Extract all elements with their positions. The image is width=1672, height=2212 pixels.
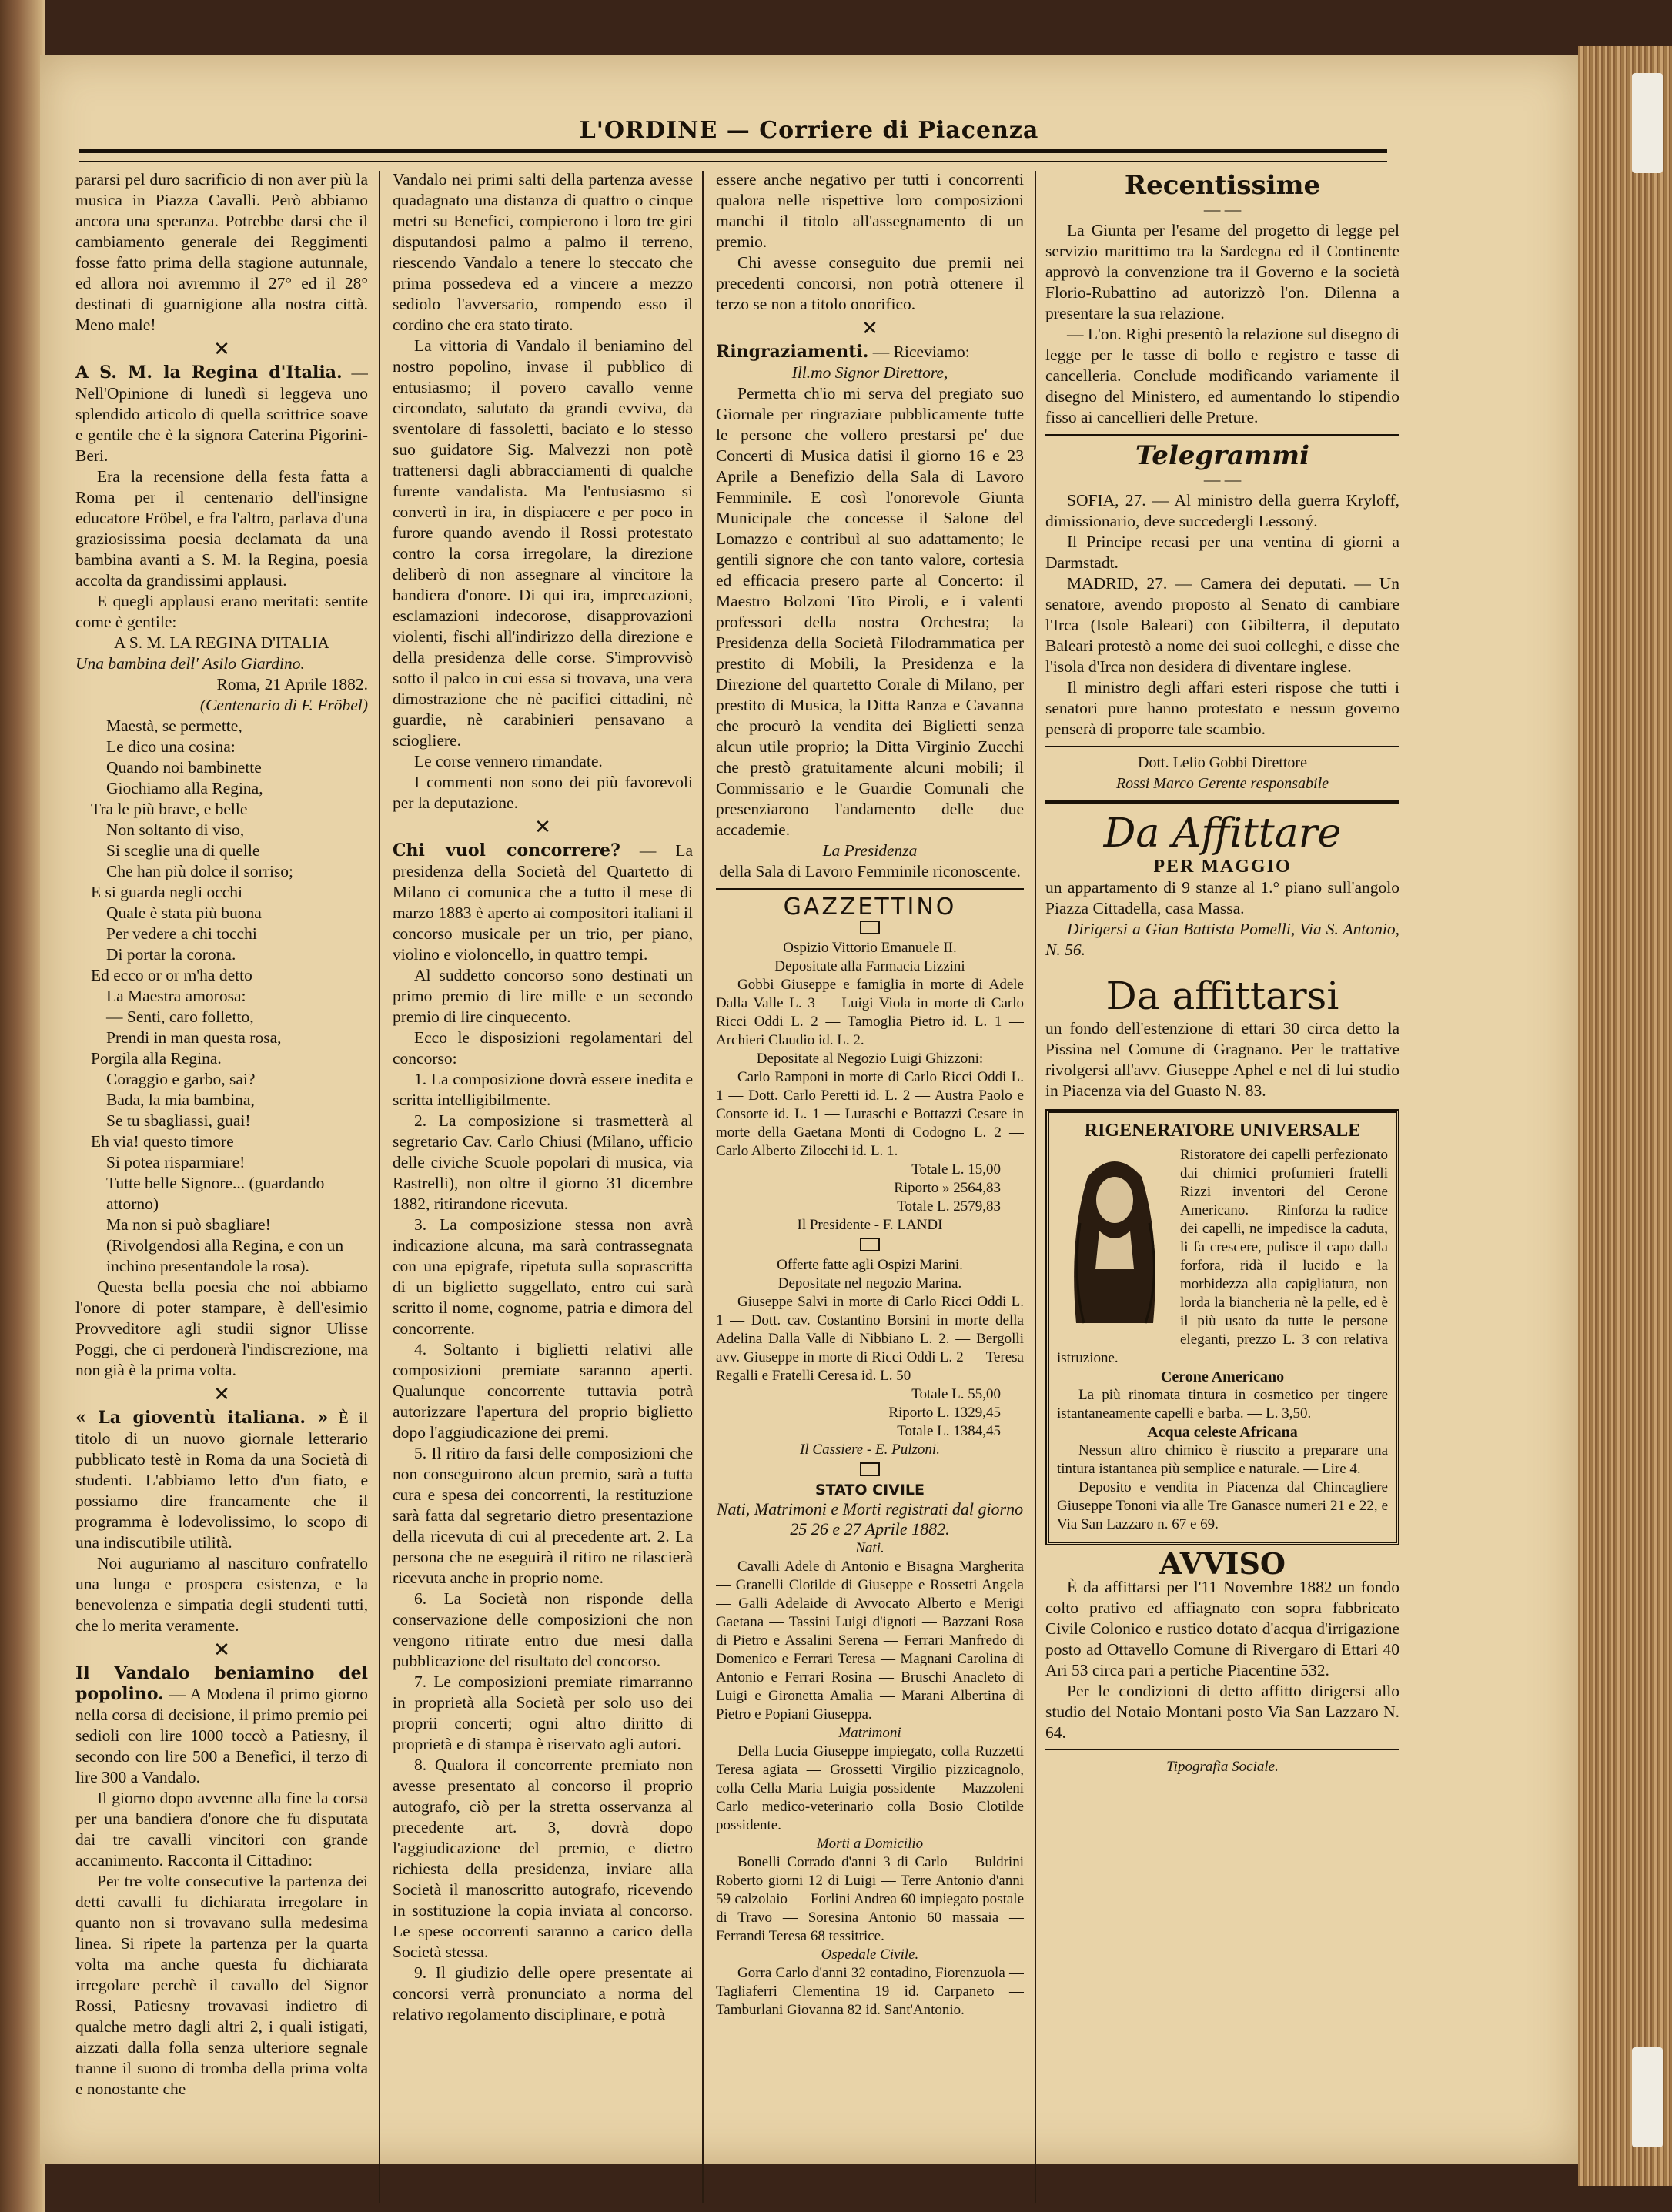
article-text: Per tre volte consecutive la partenza dei detti cavalli fu dichiarata irregolare in quanto non si trovavano sulla medesima linea. Si ripete la partenza per la quarta volta ma anche questa fu dichiarata irregolare perchè il cavallo del Signor Rossi, Patiesny trovavasi indietro di qualche metro dagli altri 2, i quali istigati, aizzati dalla folla senza ulteriore segnale tranne il suono di tromba della prima volta e nonostante che <box>75 1872 368 2098</box>
gazzettino-signature: Il Presidente - F. LANDI <box>797 1217 943 1233</box>
column-4 <box>1045 169 1399 2170</box>
article-text: Al suddetto concorso sono destinati un primo premio di lire mille e un secondo premio di lire cinquecento. <box>393 966 693 1026</box>
rule-item: 7. Le composizioni premiate rimarranno in proprietà alla Società per solo uso dei proprii concerti; ogni altro diritto di proprietà e di stampa è riservato agli autori. <box>393 1672 693 1753</box>
rule-item: 8. Qualora il concorrente premiato non avesse presentato al concorso il proprio autografo, ciò per la stretta osservanza al precedente art. 3, dovrà dopo l'aggiudicazione del premio, e dietro richiesta della presidenza, inviare alla Società il manoscritto autografo, ricevendo in sostituzione la copia inviata al concorso. Le spese occorrenti saranno a carico della Società stessa. <box>393 1756 693 1961</box>
article-text: — Nell'Opinione di lunedì si leggeva uno splendido articolo di quella scrittrice soave e gentile che è la signora Caterina Pigorini-Beri. <box>75 363 368 465</box>
verse: Non soltanto di viso, <box>106 820 245 839</box>
subsection-title: Nati. <box>855 1540 884 1556</box>
printer-line: Tipografia Sociale. <box>1166 1759 1279 1775</box>
rule-item: 9. Il giudizio delle opere presentate ai concorsi verrà pronunciato a norma del relativo regolamento disciplinare, e potrà <box>393 1963 693 2023</box>
civil-records: Della Lucia Giuseppe impiegato, colla Ruzzetti Teresa agiata — Grossetti Virgilio pizzicagnolo, colla Cella Maria Luigia possidente — Mazzoleni Carlo medico-veterinario colla Bosio Clotilde possidente. <box>716 1743 1024 1833</box>
total: Totale L. 1384,45 <box>897 1423 1001 1439</box>
poem <box>75 716 368 1277</box>
article-heading: Il Vandalo beniamino del popolino. <box>75 1663 368 1704</box>
article-text: Le corse vennero rimandate. <box>414 752 603 770</box>
rule-item: 5. Il ritiro da farsi delle composizioni che non conseguirono alcun premio, sarà a tutta cura e spesa dei concorrenti, la restituzione sarà fatta dal segretario dietro presentazione della ricevuta di cui al precedente art. 2. La persona che ne eseguirà il ritiro ne rilascierà ricevuta anche in proprio nome. <box>393 1444 693 1587</box>
gazzettino-text: Giuseppe Salvi in morte di Carlo Ricci Oddi L. 1 — Dott. cav. Costantino Borsini in morte della Adelina Dalla Valle di Nibbiano L. 2. — Bergolli avv. Giuseppe in morte di Ricci Oddi L. 2 — Teresa Regalli e Fratelli Ceresa id. L. 50 <box>716 1294 1024 1384</box>
ad-box-rigeneratore <box>1045 1109 1399 1545</box>
gazzettino-heading: Ospizio Vittorio Emanuele II. <box>783 940 957 956</box>
divider <box>1045 800 1399 804</box>
news-text: Il Principe recasi per una ventina di giorni a Darmstadt. <box>1045 533 1399 572</box>
news-text: Il ministro degli affari esteri rispose che tutti i senatori pure hanno protestato e nessun governo penserà di proporre tale scambio. <box>1045 678 1399 738</box>
poem-subtitle: Una bambina dell' Asilo Giardino. <box>75 654 305 673</box>
section-title: STATO CIVILE <box>815 1482 925 1499</box>
ad-subtitle: PER MAGGIO <box>1153 857 1292 877</box>
verse: Porgila alla Regina. <box>91 1049 222 1068</box>
newspaper-page <box>40 55 1578 2164</box>
verse: Per vedere a chi tocchi <box>106 924 257 943</box>
box-icon <box>860 1238 880 1251</box>
verse: — Senti, caro folletto, <box>106 1007 254 1026</box>
ad-text: Per le condizioni di detto affitto dirigersi allo studio del Notaio Montani posto Via San Lazzaro N. 64. <box>1045 1682 1399 1742</box>
ad-text: un fondo dell'estenzione di ettari 30 circa detto la Pissina nel Comune di Gragnano. Per le trattative rivolgersi all'avv. Giuseppe Aphel e nel di lui studio in Piacenza via del Guasto N. 83. <box>1045 1019 1399 1100</box>
subsection-title: Ospedale Civile. <box>821 1946 919 1963</box>
verse: Se tu sbagliassi, guai! <box>106 1111 251 1130</box>
dash-divider: — — <box>1203 470 1242 489</box>
ad-text: Nessun altro chimico è riuscito a preparare una tintura istantanea più semplice e naturale. — Lire 4. <box>1057 1442 1388 1477</box>
salutation: Ill.mo Signor Direttore, <box>791 363 948 382</box>
subsection-title: Matrimoni <box>838 1725 901 1741</box>
gazzettino-heading: Offerte fatte agli Ospizi Marini. <box>777 1257 963 1273</box>
verse: Ma non si può sbagliare! (Rivolgendosi alla Regina, e con un inchino presentandole la rosa). <box>106 1215 344 1275</box>
news-text: — L'on. Righi presentò la relazione sul disegno di legge per le tasse di bollo e registro e tasse di cancelleria. Conclude modificando variamente il disegno del Ministero, ed aumentando lo stipendio fisso ai cancellieri delle Preture. <box>1045 325 1399 426</box>
section-subtitle: Nati, Matrimoni e Morti registrati dal giorno 25 26 e 27 Aprile 1882. <box>716 1499 1024 1539</box>
cross-icon: ✕ <box>861 317 878 339</box>
gazzettino-subheading: Depositate al Negozio Luigi Ghizzoni: <box>756 1051 984 1067</box>
total: Totale L. 55,00 <box>911 1386 1001 1402</box>
article-text: La vittoria di Vandalo il beniamino del nostro popolino, invase il pubblico di entusiasmo; il povero cavallo venne circondato, salutato da grandi evviva, da sventolare di fassoletti, baciato e lo stesso suo guidatore Sig. Malvezzi non potè trattenersi dagli abbracciamenti di qualche furente vandalista. Ma l'entusiasmo si convertì in ira, in dispiacere e per poco in furore quando avendo il Rossi protestato contro la corsa irregolare, la direzione deliberò di non assegnare al vincitore la bandiera d'onore. Di qui ira, imprecazioni, esclamazioni indecorose, disapprovazioni violenti, fischi all'indirizzo della direzione e della presidenza delle corse. S'improvvisò sotto il palco in cui essa si trovava, una vera dimostrazione che nè pacifici cittadini, nè guardie, nè carabinieri pensavano a sciogliere. <box>393 336 693 750</box>
news-text: SOFIA, 27. — Al ministro della guerra Kryloff, dimissionario, deve succedergli Lessoný. <box>1045 491 1399 530</box>
gazzettino-subheading: Depositate alla Farmacia Lizzini <box>774 958 965 974</box>
column-rule <box>379 171 380 2203</box>
article-text: I commenti non sono dei più favorevoli per la deputazione. <box>393 773 693 812</box>
manager-line: Rossi Marco Gerente responsabile <box>1115 775 1329 792</box>
verse: Tra le più brave, e belle <box>91 800 248 818</box>
divider <box>1045 434 1399 436</box>
article-text: pararsi pel duro sacrificio di non aver più la musica in Piazza Cavalli. Però abbiamo ancora una speranza. Potrebbe darsi che il cambiamento generale dei Reggimenti fosse fatto prima della stagione autunnale, ed allora noi avremmo il 27° ed il 28° destinati di guarnigione alla nostra città. Meno male! <box>75 170 368 334</box>
article-text: Era la recensione della festa fatta a Roma per il centenario dell'insigne educatore Fröbel, e fra l'altro, parlava d'una graziosissima poesia declamata da una bambina avanti a S. M. la Regina, poesia accolta da grandissimi applausi. <box>75 467 368 590</box>
news-text: MADRID, 27. — Camera dei deputati. — Un senatore, avendo proposto al Senato di cambiare l'Irca (Isole Baleari) con Gibilterra, il deputato Baleari protestò a nome dei suoi colleghi, e disse che l'isola d'Irca non desidera di diventare inglese. <box>1045 574 1399 676</box>
article-text: — Riceviamo: <box>872 342 970 361</box>
verse: Si potea risparmiare! <box>106 1153 246 1171</box>
gazzettino-title: GAZZETTINO <box>783 894 957 921</box>
verse: Eh via! questo timore <box>91 1132 234 1151</box>
divider <box>1045 746 1399 747</box>
column-1 <box>75 169 368 2170</box>
article-text: Il giorno dopo avvenne alla fine la corsa per una bandiera d'onore che fu disputata dai tre cavalli vincitori con grande accanimento. Racconta il Cittadino: <box>75 1789 368 1870</box>
verse: E si guarda negli occhi <box>91 883 243 901</box>
column-rule <box>1035 171 1036 2203</box>
total: Riporto L. 1329,45 <box>888 1405 1001 1421</box>
verse: Ed ecco or or m'ha detto <box>91 966 252 984</box>
cross-icon: ✕ <box>213 1383 230 1405</box>
signature: La Presidenza <box>822 841 918 860</box>
article-text: Ecco le disposizioni regolamentari del concorso: <box>393 1028 693 1068</box>
telegrammi-title: Telegrammi <box>1135 440 1310 471</box>
verse: Le dico una cosina: <box>106 737 236 756</box>
verse: Di portar la corona. <box>106 945 236 964</box>
ad-subtitle: Acqua celeste Africana <box>1147 1424 1298 1441</box>
column-3 <box>716 169 1024 2170</box>
ad-title: Da Affittare <box>1103 810 1342 857</box>
masthead: L'ORDINE — Corriere di Piacenza <box>579 117 1039 144</box>
article-heading: « La gioventù italiana. » <box>75 1408 329 1428</box>
page-tab <box>1632 2047 1663 2147</box>
cross-icon: ✕ <box>213 338 230 360</box>
rule-item: 2. La composizione si trasmetterà al segretario Cav. Carlo Chiusi (Milano, ufficio delle civiche Scuole popolari di musica, via Rastrelli), non oltre il giorno 31 dicembre 1882, ritirandone ricevuta. <box>393 1111 693 1213</box>
verse: Bada, la mia bambina, <box>106 1091 255 1109</box>
article-heading: Chi vuol concorrere? <box>393 840 620 860</box>
news-text: La Giunta per l'esame del progetto di legge pel servizio marittimo tra la Sardegna ed il Continente approvò la convenzione tra il Governo e la società Florio-Rubattino ad autorizzò l'on. Dilenna a presentare la sua relazione. <box>1045 221 1399 322</box>
poem-date: Roma, 21 Aprile 1882. <box>216 675 368 693</box>
article-text: Chi avesse conseguito due premii nei precedenti concorsi, non potrà ottenere il terzo se non a titolo onorifico. <box>716 253 1024 313</box>
civil-records: Bonelli Corrado d'anni 3 di Carlo — Buldrini Roberto giorni 12 di Luigi — Terre Antonio d'anni 59 calzolaio — Forlini Andrea 60 impiegato postale di Travo — Soresina Antonio 60 massaia — Ferrandi Teresa 68 tessitrice. <box>716 1854 1024 1944</box>
poem-title: A S. M. LA REGINA D'ITALIA <box>114 633 329 652</box>
verse: Quando noi bambinette <box>106 758 262 777</box>
verse: Maestà, se permette, <box>106 717 242 735</box>
column-rule <box>702 171 704 2203</box>
article-text: — A Modena il primo giorno nella corsa di decisione, il primo premio pei sedioli con lire 1000 toccò a Patiesny, il secondo con lire 500 a Benefici, il terzo di lire 300 a Vandalo. <box>75 1685 368 1786</box>
article-text: Noi auguriamo al nascituro confratello una lunga e prospera esistenza, e la benevolenza e simpatia degli studenti tutti, che lo merita veramente. <box>75 1554 368 1635</box>
verse: Giochiamo alla Regina, <box>106 779 263 797</box>
article-text: Questa bella poesia che noi abbiamo l'onore di poter stampare, è dell'esimio Provveditore agli studii signor Ulisse Poggi, che ci perdonerà l'indiscrezione, ma non già è la prima volta. <box>75 1278 368 1379</box>
verse: Prendi in man questa rosa, <box>106 1028 282 1047</box>
masthead-rule <box>79 149 1387 162</box>
cross-icon: ✕ <box>213 1639 230 1661</box>
page-tab <box>1632 73 1663 173</box>
box-icon <box>860 921 880 934</box>
ad-text: Dirigersi a Gian Battista Pomelli, Via S. Antonio, N. 56. <box>1045 920 1399 959</box>
rule-item: 4. Soltanto i biglietti relativi alle composizioni premiate saranno aperti. Qualunque concorrente tuttavia potrà autorizzare l'apertura del proprio biglietto dopo l'aggiudicazione dei premi. <box>393 1340 693 1442</box>
verse: Quale è stata più buona <box>106 904 262 922</box>
box-icon <box>860 1462 880 1476</box>
ad-title: RIGENERATORE UNIVERSALE <box>1084 1121 1361 1141</box>
verse: Coraggio e garbo, sai? <box>106 1070 256 1088</box>
article-text: E quegli applausi erano meritati: sentite come è gentile: <box>75 592 368 631</box>
article-heading: Ringraziamenti. <box>716 342 869 362</box>
article-text: essere anche negativo per tutti i concorrenti qualora nelle rispettive loro composizioni manchi il titolo all'assegnamento di un premio. <box>716 170 1024 251</box>
divider <box>1045 1749 1399 1750</box>
article-heading: A S. M. la Regina d'Italia. <box>75 363 343 383</box>
gazzettino-text: Carlo Ramponi in morte di Carlo Ricci Oddi L. 1 — Dott. Carlo Peretti id. L. 2 — Austra Paolo e Consorte id. L. 1 — Luraschi e Bottazzi Cesare in morte della Gaetana Monti di Codogno L. 2 — Carlo Alberto Zilocchi id. L. 1. <box>716 1069 1024 1159</box>
recentissime-title: Recentissime <box>1124 170 1321 201</box>
woman-portrait-illustration <box>1057 1146 1172 1338</box>
ad-subtitle: Cerone Americano <box>1160 1368 1285 1385</box>
ad-text: un appartamento di 9 stanze al 1.° piano sull'angolo Piazza Cittadella, casa Massa. <box>1045 878 1399 917</box>
article-text: Permetta ch'io mi serva del pregiato suo Giornale per ringraziare pubblicamente tutte le persone che vollero prestarsi pe' due Concerti di Musica datisi il giorno 16 e 23 Aprile a Benefizio della Sala di Lavoro Femminile. E così l'onorevole Giunta Municipale che concesse il Salone del Lomazzo e contribuì al suo adattamento; le gentili signore che con tanto valore, cortesia ed efficacia presero parte al Concerto: il Maestro Bolzoni Tito Piroli, e i valenti professori della nostra Orchestra; la Presidenza della Società Filodrammatica per prestito di Mobili, la Presidenza e la Direzione del quartetto Corale di Milano, per prestito di Musica, la Ditta Ranza e Cavanna che procurò la vendita dei Biglietti senza alcun utile proprio; la Ditta Virginio Zucchi che prestò gratuitamente alcuni mobili; il Commissario e le Guardie Comunali che presenziarono l'andamento delle due accademie. <box>716 384 1024 839</box>
poem-occasion: (Centenario di F. Fröbel) <box>199 696 368 714</box>
ad-title: Da affittarsi <box>1105 974 1339 1018</box>
subsection-title: Morti a Domicilio <box>816 1836 924 1852</box>
dash-divider: — — <box>1203 200 1242 219</box>
gazzettino-text: Gobbi Giuseppe e famiglia in morte di Adele Dalla Valle L. 3 — Luigi Viola in morte di Carlo Ricci Oddi L. 2 — Tamoglia Pietro id. L. 1 — Archieri Claudio id. L. 2. <box>716 977 1024 1048</box>
book-binding <box>0 0 45 2212</box>
ad-title: AVVISO <box>1159 1546 1286 1581</box>
page-edges <box>1578 46 1672 2186</box>
rule-item: 3. La composizione stessa non avrà indicazione alcuna, ma sarà contrassegnata con una epigrafe, ripetuta sulla soprascritta di un biglietto suggellato, entro cui sarà scritto il nome, cognome, patria e dimora del concorrente. <box>393 1215 693 1338</box>
director-line: Dott. Lelio Gobbi Direttore <box>1138 754 1307 771</box>
cross-icon: ✕ <box>534 816 551 838</box>
ad-text: Ristoratore dei capelli perfezionato dai chimici profumieri fratelli Rizzi inventori del Cerone Americano. — Rinforza la radice dei capelli, ne impedisce la caduta, li fa crescere, pulisce il capo dalla forfora, ridà il lucido e la morbidezza alla capigliatura, non lorda la biancheria nè la pelle, ed è il più usato da tutte le persone eleganti, prezzo L. 3 con relativa istruzione. <box>1057 1147 1388 1366</box>
rule-item: 6. La Società non risponde della conservazione delle composizioni che non vengono ritirate entro due mesi dalla pubblicazione del risultato del concorso. <box>393 1589 693 1670</box>
gazzettino-signature: Il Cassiere - E. Pulzoni. <box>800 1442 940 1458</box>
civil-records: Gorra Carlo d'anni 32 contadino, Fiorenzuola — Tagliaferri Clementina 19 id. Carpaneto — Tamburlani Giovanna 82 id. Sant'Antonio. <box>716 1965 1024 2018</box>
verse: La Maestra amorosa: <box>106 987 246 1005</box>
verse: Che han più dolce il sorriso; <box>106 862 294 880</box>
article-text: È il titolo di un nuovo giornale letterario pubblicato testè in Roma da una Società di studenti. L'abbiamo letto d'un fiato, e possiamo dire francamente che il programma è lodevolissimo, lo scopo di una indiscutibile utilità. <box>75 1408 368 1552</box>
verse: Tutte belle Signore... (guardando attorno) <box>106 1174 325 1213</box>
total: Totale L. 15,00 <box>911 1161 1001 1178</box>
article-text: Vandalo nei primi salti della partenza avesse quadagnato una distanza di quattro o cinque metri su Benefici, compierono i loro tre giri disputandosi palmo a palmo il terreno, riescendo Vandalo a tenere lo steccato che prima possedeva ed a vincere a mezzo sediolo l'avversario, rompendo esso il cordino che era stato tirato. <box>393 170 693 334</box>
ad-text: È da affittarsi per l'11 Novembre 1882 un fondo colto prativo ed affiagnato con sopra fabbricato Civile Colonico e rustico dotato d'acqua d'irrigazione posto ad Ottavello Comune di Rivergaro di Ettari 40 Ari 53 circa pari a pertiche Piacentine 532. <box>1045 1578 1399 1679</box>
total: Riporto » 2564,83 <box>894 1180 1001 1196</box>
rule-item: 1. La composizione dovrà essere inedita e scritta intelligibilmente. <box>393 1070 693 1109</box>
column-2 <box>393 169 693 2170</box>
total: Totale L. 2579,83 <box>897 1198 1001 1215</box>
article-text: — La presidenza della Società del Quartetto di Milano ci comunica che a tutto il mese di marzo 1883 è aperto ai compositori italiani il concorso musicale per un trio, per piano, violino e violoncello, in quattro tempi. <box>393 841 693 964</box>
gazzettino-subheading: Depositate nel negozio Marina. <box>777 1275 962 1291</box>
ad-text: Deposito e vendita in Piacenza dal Chincagliere Giuseppe Tononi via alle Tre Ganasce numeri 21 e 22, e Via San Lazzaro n. 67 e 69. <box>1057 1479 1388 1532</box>
divider <box>716 888 1024 890</box>
verse: Si sceglie una di quelle <box>106 841 260 860</box>
signature: della Sala di Lavoro Femminile riconoscente. <box>719 862 1021 880</box>
ad-text: La più rinomata tintura in cosmetico per tingere istantaneamente capelli e barba. — L. 3,50. <box>1057 1387 1388 1422</box>
civil-records: Cavalli Adele di Antonio e Bisagna Margherita — Granelli Clotilde di Giuseppe e Rossetti Angela — Galli Adelaide di Avvocato Alberto e Merigi Gaetana — Tassini Luigi d'ignoti — Bazzani Rosa di Pietro e Assalini Serena — Ferrari Manfredo di Domenico e Ferrari Teresa — Magnani Carolina di Antonio e Ferrari Rosina — Bruschi Anacleto di Luigi e Gironetta Amalia — Marani Albertina di Pietro e Popiani Giuseppa. <box>716 1559 1024 1722</box>
